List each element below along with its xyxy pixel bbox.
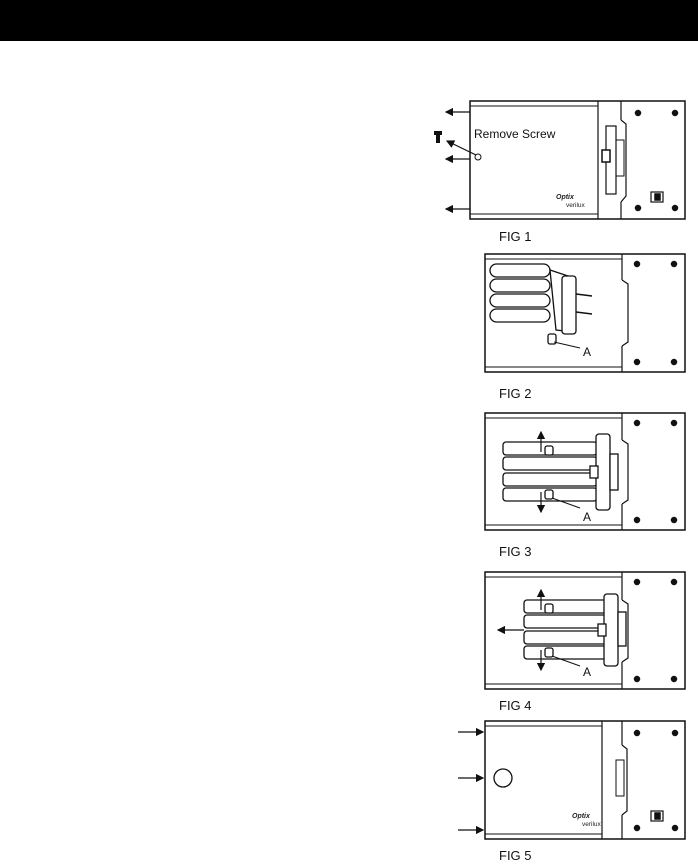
fig5-logo-bottom: verilux bbox=[582, 821, 601, 828]
switch-icon bbox=[651, 811, 663, 821]
arrow-icon bbox=[447, 141, 476, 155]
fig5-logo-top: Optix bbox=[572, 813, 590, 820]
fig1-caption: FIG 1 bbox=[499, 229, 532, 244]
fig1-arrows bbox=[446, 112, 476, 209]
screw-icon bbox=[434, 131, 442, 143]
fig2-caption: FIG 2 bbox=[499, 386, 532, 401]
fig5-caption: FIG 5 bbox=[499, 848, 532, 863]
switch-icon bbox=[651, 192, 663, 202]
bulb-icon bbox=[490, 264, 592, 344]
remove-screw-label: Remove Screw bbox=[474, 127, 556, 141]
fig1-logo-top: Optix bbox=[556, 194, 574, 201]
bulb-icon bbox=[524, 594, 626, 666]
fig5-arrows bbox=[458, 732, 483, 830]
fig4-callout-a: A bbox=[583, 665, 592, 679]
fig2-callout-a: A bbox=[583, 345, 592, 359]
fig3-caption: FIG 3 bbox=[499, 544, 532, 559]
fig3-callout-a: A bbox=[583, 510, 592, 524]
fig4-caption: FIG 4 bbox=[499, 698, 532, 713]
bulb-icon bbox=[503, 434, 618, 510]
fig1-logo-bottom: verilux bbox=[566, 202, 585, 209]
